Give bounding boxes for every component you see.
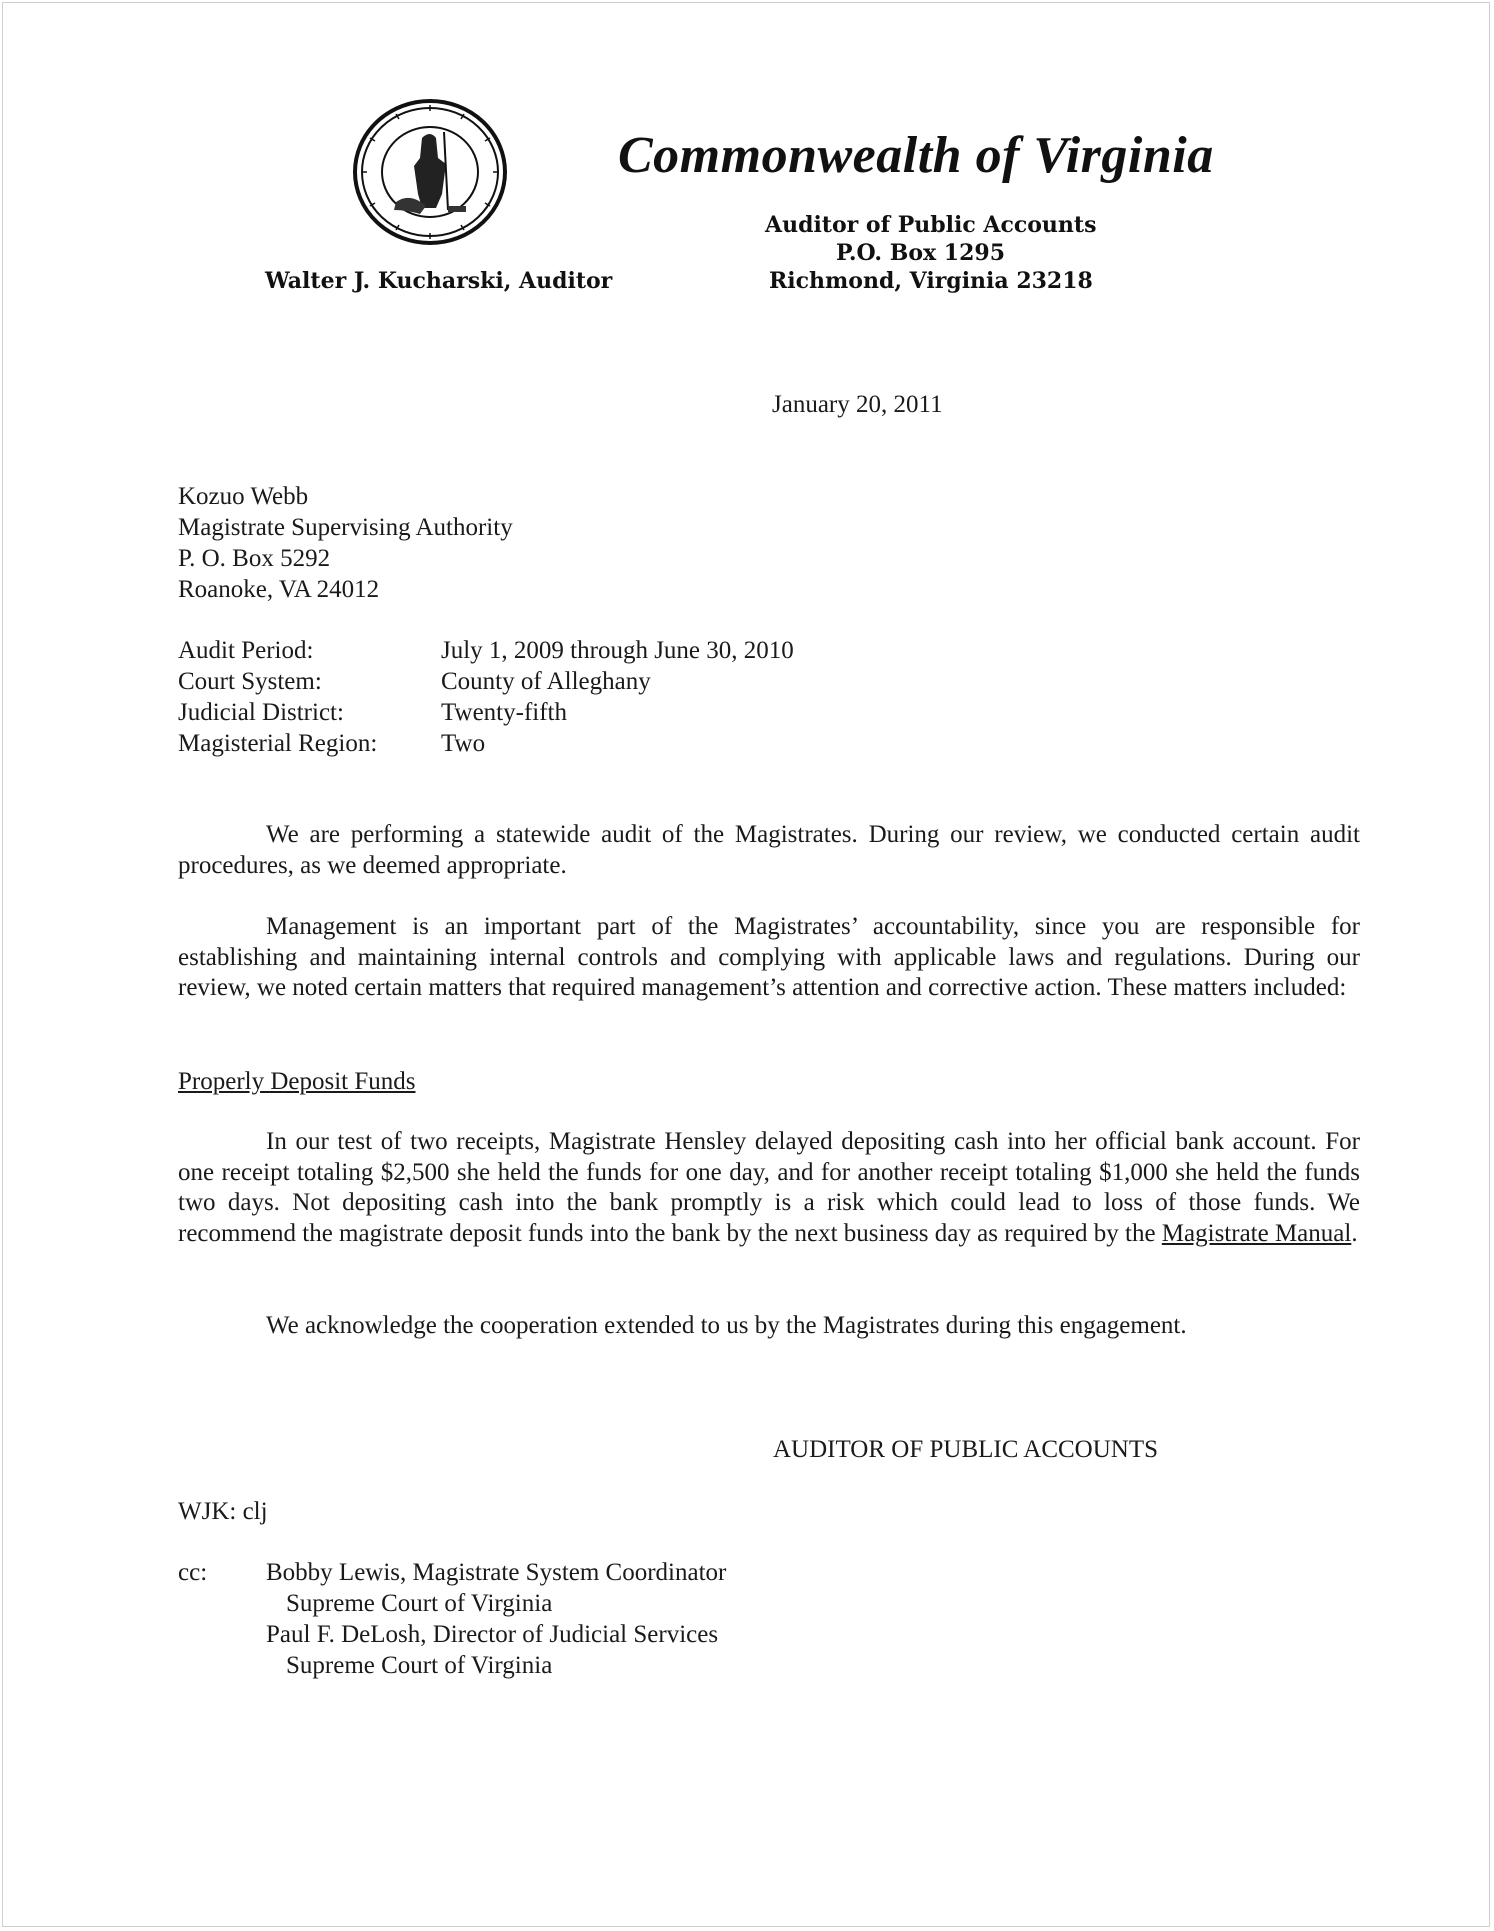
audit-info-label: Court System: [178,668,322,695]
recipient-title: Magistrate Supervising Authority [178,514,513,541]
recipient-block [178,481,513,605]
audit-info-block [178,635,794,759]
office-city: Richmond, Virginia 23218 [769,268,1093,294]
audit-info-label: Magisterial Region: [178,730,378,757]
cc-line: Supreme Court of Virginia [286,1590,553,1617]
body-paragraph-4: We acknowledge the cooperation extended to us by the Magistrates during this engagement. [266,1312,1187,1339]
magistrate-manual-ref: Magistrate Manual [1161,1220,1352,1248]
recipient-name: Kozuo Webb [178,483,309,510]
body-paragraph-2: Management is an important part of the Magistrates’ accountability, since you are responsible for establishing and maintaining internal controls and complying with applicable laws and regulations. During our review, we noted certain matters that required management’s attention and corrective action. These matters included: [178,913,1360,1002]
audit-info-label: Audit Period: [178,637,314,664]
audit-info-value: July 1, 2009 through June 30, 2010 [441,637,794,664]
virginia-seal-icon [352,98,508,246]
auditor-name: Walter J. Kucharski, Auditor [265,268,613,294]
signature-line: AUDITOR OF PUBLIC ACCOUNTS [773,1436,1159,1463]
recipient-address-1: P. O. Box 5292 [178,545,331,572]
cc-line: Paul F. DeLosh, Director of Judicial Services [266,1621,719,1648]
recipient-address-2: Roanoke, VA 24012 [178,576,380,603]
audit-info-value: Two [441,730,486,757]
audit-info-row [178,697,794,728]
masthead-title: Commonwealth of Virginia [618,127,1214,184]
audit-info-value: Twenty-fifth [441,699,567,726]
cc-label: cc: [178,1559,208,1586]
audit-info-row [178,666,794,697]
audit-info-row [178,728,794,759]
office-name: Auditor of Public Accounts [765,212,1097,238]
letter-date: January 20, 2011 [772,391,943,418]
cc-line: Supreme Court of Virginia [286,1652,553,1679]
finding-heading: Properly Deposit Funds [178,1068,416,1095]
cc-list [266,1557,726,1681]
body-paragraph-1: We are performing a statewide audit of the Magistrates. During our review, we conducted certain audit procedures, as we deemed appropriate. [178,821,1360,879]
body-paragraph-3: In our test of two receipts, Magistrate Hensley delayed depositing cash into her official bank account. For one receipt totaling $2,500 she held the funds for one day, and for another receipt totaling $1,000 she held the funds two days. Not depositing cash into the bank promptly is a risk which could lead to loss of those funds. We recommend the magistrate deposit funds into the bank by the next business day as required by the Magistrate Manual. [178,1128,1360,1248]
cc-line: Bobby Lewis, Magistrate System Coordinator [266,1559,727,1586]
audit-info-label: Judicial District: [178,699,344,726]
office-po-box: P.O. Box 1295 [836,240,1006,266]
audit-info-row [178,635,794,666]
audit-info-value: County of Alleghany [441,668,651,695]
initials: WJK: clj [178,1498,268,1525]
